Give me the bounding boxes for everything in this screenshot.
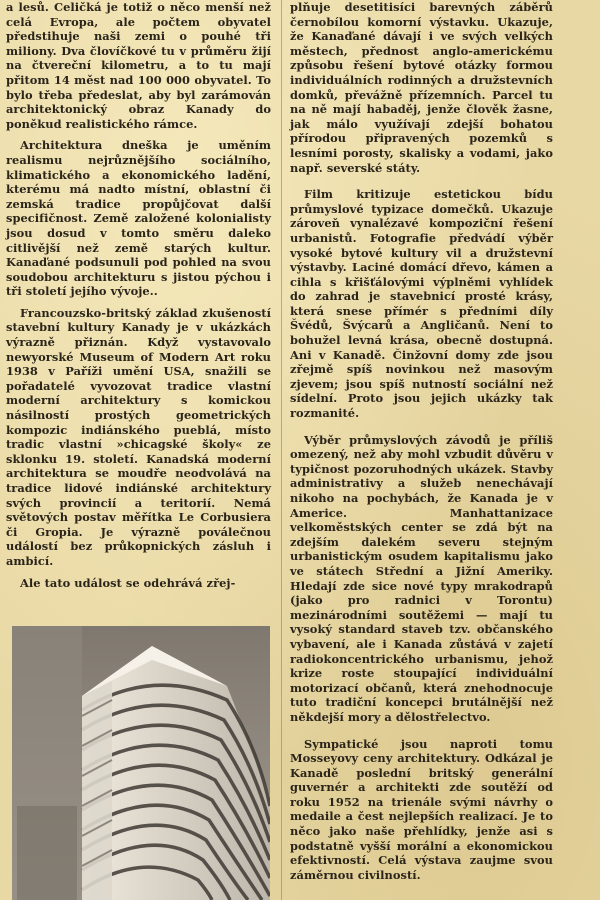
building-photo — [12, 626, 270, 900]
paragraph: plňuje desetitisíci barevných záběrů černobílou komorní výstavku. Ukazuje, že Kanaďané dávají i ve svých velkých městech, přednost anglo-americkému způsobu řešení bytové otázky formou individuálních rodinných a družstevních domků, převážně přízemních. Parcel tu na ně mají habaděj, jenže člověk žasne, jak málo využívají zdejší bohatou přírodou připravených pozemků s lesními porosty, skalisky a vodami, jako např. severské státy. — [290, 0, 553, 175]
paragraph: Architektura dneška je uměním realismu nejrůznějšího sociálního, klimatického a ekonomického ladění, kterému má nadto místní, oblastní či zemská tradice propůjčovat další specifičnost. Země založené kolonialisty jsou dosud v tomto směru daleko citlivější než země starých kultur. Kanaďané podsunuli pod pohled na svou soudobou architekturu s jistou pýchou i tři století jejího vývoje.. — [6, 138, 271, 299]
paragraph: Film kritizuje estetickou bídu průmyslové typizace domečků. Ukazuje zároveň vynalézavé kompoziční řešení urbanistů. Fotografie předvádí výběr vysoké bytové kultury vil a družstevní výstavby. Laciné domácí dřevo, kámen a cihla s křišťálovými výplněmi vyhlídek do zahrad je stavebnicí prosté krásy, která snese přímér s předními díly Švédů, Švýcarů a Angličanů. Není to bohužel levná krása, obecně dostupná. Ani v Kanadě. Činžovní domy zde jsou zřejmě spíš novinkou než masovým zjevem; jsou spíš nutností sociální než sídelní. Proto jsou jejich ukázky tak rozmanité. — [290, 187, 553, 421]
right-column — [290, 0, 553, 882]
paragraph: a lesů. Celičká je totiž o něco menší než celá Evropa, ale počtem obyvatel předstihuje naši zemi o pouhé tři miliony. Dva človíčkové tu v průměru žijí na čtvereční kilometru, a to tu mají přitom 14 měst nad 100 000 obyvatel. To bylo třeba předeslat, aby byl zarámován architektonický obraz Kanady do poněkud realistického rámce. — [6, 0, 271, 131]
paragraph: Ale tato událost se odehrává zřej- — [20, 575, 236, 590]
left-column — [6, 0, 271, 590]
column-divider — [281, 0, 282, 900]
paragraph: Francouzsko-britský základ zkušeností stavební kultury Kanady je v ukázkách výrazně přiznán. Když vystavovalo newyorské Museum of Modern Art roku 1938 v Paříži umění USA, snažili se pořadatelé vyvozovat tradice vlastní moderní architektury s komickou násilností prostých geometrických kompozic indiánského pueblá, místo tradic vlastní »chicagské školy« ze sklonku 19. století. Kanadská moderní architektura se moudře neodvolává na tradice lidové indiánské architektury svých provincií a teritorií. Nemá světových postav měřítka Le Corbusiera či Gropia. Je výrazně poválečnou událostí bez průkopnických zásluh i ambicí. — [6, 305, 271, 568]
paragraph: Sympatické jsou naproti tomu Mosseyovy ceny architektury. Odkázal je Kanadě poslední britský generální guvernér a architekti zde soutěží od roku 1952 na trienále svými návrhy o medaile a čest nejlepších realizací. Je to něco jako naše přehlídky, jenže asi s podstatně vyšší morální a ekonomickou efektivností. Celá výstava zaujme svou záměrnou civilností. — [290, 736, 553, 882]
paragraph: Výběr průmyslových závodů je příliš omezený, než aby mohl vzbudit důvěru v typičnost pozoruhodných ukázek. Stavby administrativy a služeb nenechávají nikoho na pochybách, že Kanada je v Americe. Manhattanizace velkoměstských center se zdá být na zdejším dalekém severu stejným urbanistickým osudem kapitalismu jako ve státech Střední a Jižní Ameriky. Hledají zde sice nové typy mrakodrapů (jako pro radnici v Torontu) mezinárodními soutěžemi — mají tu vysoký standard staveb tzv. občanského vybavení, ale i Kanada zůstává v zajetí radiokoncentrického urbanismu, jehož krize roste stoupající individuální motorizací občanů, která znehodnocuje tuto tradiční koncepci brutálnější než někdejší mory a dělostřelectvo. — [290, 432, 553, 724]
